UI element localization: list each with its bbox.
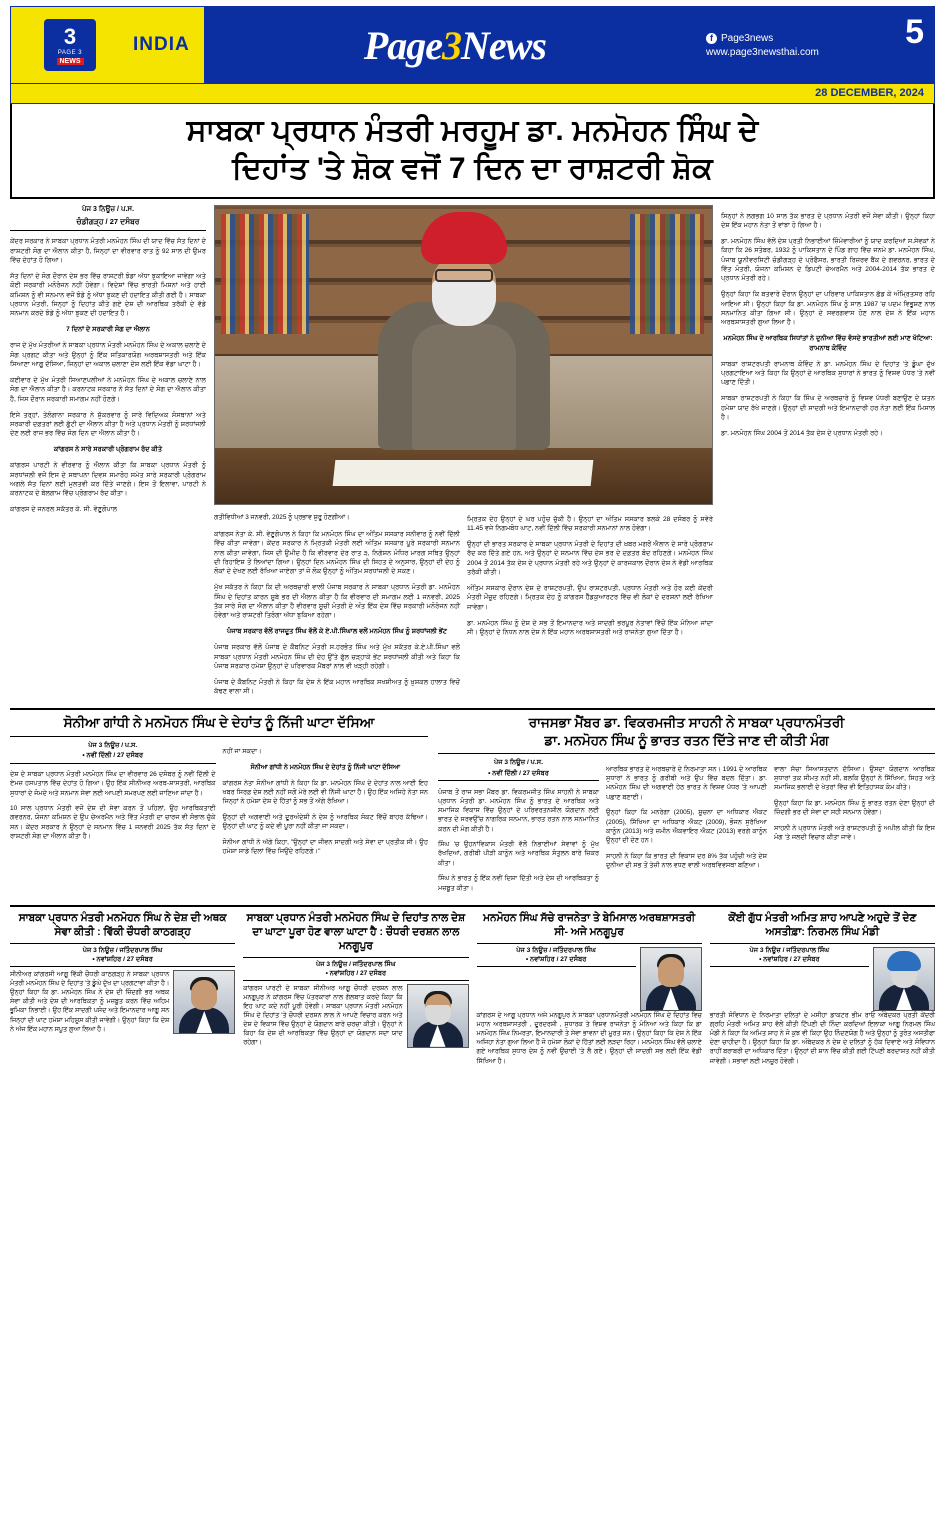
portrait-darshan-lal: [407, 984, 469, 1048]
portrait-vicky-chaudhary: [173, 970, 235, 1034]
paragraph: ਕਾਂਗਰਸ ਪਾਰਟੀ ਦੇ ਸਾਬਕਾ ਸੀਨੀਅਰ ਆਗੂ ਚੌਧਰੀ ਦਰਸ਼ਨ ਲਾਲ ਮਨਗੂਪੁਰ ਨੇ ਕਾਂਗਰਸ ਵਿੱਚ ਪੱਤਰਕਾਰਾਂ ਨਾਲ ਗੱਲਬਾਤ ਕਰਦੇ ਕਿਹਾ ਕਿ ਇਹ ਘਾਟ ਕਦੇ ਨਹੀਂ ਪੂਰੀ ਹੋਵੇਗੀ। ਸਾਬਕਾ ਪ੍ਰਧਾਨ ਮੰਤਰੀ ਮਨਮੋਹਨ ਸਿੰਘ ਦੇ ਦਿਹਾਂਤ 'ਤੇ ਚੌਧਰੀ ਦਰਸ਼ਨ ਲਾਲ ਨੇ ਆਪਣੇ ਵਿਚਾਰ ਕਰਨ ਅਤੇ ਦੇਸ਼ ਦੇ ਵਿਕਾਸ ਵਿੱਚ ਉਨ੍ਹਾਂ ਦੇ ਯੋਗਦਾਨ ਬਾਰੇ ਚਰਚਾ ਕੀਤੀ। ਉਨ੍ਹਾਂ ਨੇ ਕਿਹਾ ਕਿ ਦੇਸ਼ ਦੀ ਆਰਥਿਕਤਾ ਵਿੱਚ ਉਨ੍ਹਾਂ ਦਾ ਯੋਗਦਾਨ ਸਦਾ ਯਾਦ ਰਹੇਗਾ।: [243, 984, 403, 1047]
subhead: ਮਨਮੋਹਨ ਸਿੰਘ ਦੇ ਆਰਥਿਕ ਸਿਧਾਂਤਾਂ ਨੇ ਦੁਨੀਆ ਵਿੱਚ ਵੱਸਦੇ ਭਾਰਤੀਆਂ ਲਈ ਮਾਣ ਖੱਟਿਆ: ਰਾਮਨਾਥ ਕੋਵਿੰਦ: [723, 335, 933, 352]
story-column-3: [774, 758, 935, 899]
paragraph: ਉਨ੍ਹਾਂ ਕਿਹਾ ਕਿ ਬਤਵਾਰੇ ਦੌਰਾਨ ਉਨ੍ਹਾਂ ਦਾ ਪਰਿਵਾਰ ਪਾਕਿਸਤਾਨ ਛੱਡ ਕੇ ਅੰਮ੍ਰਿਤਸਰ ਰਹਿ ਆਇਆ ਸੀ। ਉਨ੍ਹਾਂ ਕਿਹਾ ਕਿ ਡਾ. ਮਨਮੋਹਨ ਸਿੰਘ ਨੂੰ ਸਾਲ 1987 'ਚ ਪਦਮ ਵਿਭੂਸ਼ਣ ਨਾਲ ਸਨਮਾਨਿਤ ਕੀਤਾ ਗਿਆ ਸੀ। ਉਨ੍ਹਾਂ ਦੇ ਸਵਰਗਵਾਸ ਹੋਣ ਨਾਲ ਦੇਸ਼ ਨੇ ਇੱਕ ਮਹਾਨ ਅਰਥਸ਼ਾਸਤਰੀ ਗੁਆ ਲਿਆ ਹੈ।: [721, 291, 935, 327]
subhead: 7 ਦਿਨਾਂ ਦੇ ਸਰਕਾਰੀ ਸੋਗ ਦਾ ਐਲਾਨ: [66, 326, 150, 334]
date-bar: 28 DECEMBER, 2024: [10, 84, 935, 104]
story-column-2: [606, 758, 767, 899]
paragraph: ਡਾ. ਮਨਮੋਹਨ ਸਿੰਘ ਨੂੰ ਦੇਸ਼ ਦੇ ਸਭ ਤੋਂ ਇਮਾਨਦਾਰ ਅਤੇ ਸਾਦਗੀ ਭਰਪੂਰ ਨੇਤਾਵਾਂ ਵਿੱਚੋਂ ਇੱਕ ਮੰਨਿਆ ਜਾਂਦਾ ਸੀ। ਉਨ੍ਹਾਂ ਦੇ ਨਿਧਨ ਨਾਲ ਦੇਸ਼ ਨੇ ਇੱਕ ਮਹਾਨ ਅਰਥਸ਼ਾਸਤਰੀ ਅਤੇ ਰਾਜਨੇਤਾ ਗੁਆ ਦਿੱਤਾ ਹੈ।: [467, 619, 713, 636]
lead-story-column-2: [214, 508, 460, 703]
story-headline-line1: ਰਾਜਸਭਾ ਮੈਂਬਰ ਡਾ. ਵਿਕਰਮਜੀਤ ਸਾਹਨੀ ਨੇ ਸਾਬਕਾ ਪ੍ਰਧਾਨਮੰਤਰੀ: [528, 715, 845, 731]
paragraph: ਸਿਨ੍ਹਾਂ ਨੇ ਲਗਭਗ 10 ਸਾਲ ਤੱਕ ਭਾਰਤ ਦੇ ਪ੍ਰਧਾਨ ਮੰਤਰੀ ਵਜੋਂ ਸੇਵਾ ਕੀਤੀ। ਉਨ੍ਹਾਂ ਕਿਹਾ ਦੇਸ਼ ਇੱਕ ਮਹਾਨ ਨੇਤਾ ਤੋਂ ਵਾਂਝਾ ਹੋ ਗਿਆ ਹੈ।: [721, 212, 935, 229]
secondary-stories: [10, 714, 935, 907]
lead-story: [10, 205, 935, 710]
paragraph: ਉਨ੍ਹਾਂ ਕਿਹਾ ਕਿ ਮਨਰੇਗਾ (2005), ਸੂਚਨਾ ਦਾ ਅਧਿਕਾਰ ਐਕਟ (2005), ਸਿੱਖਿਆ ਦਾ ਅਧਿਕਾਰ ਐਕਟ (2009), ਭੋਜਨ ਸੁਰੱਖਿਆ ਕਾਨੂੰਨ (2013) ਅਤੇ ਜ਼ਮੀਨ ਐਕਵਾਇਰ ਐਕਟ (2013) ਵਰਗੇ ਕਾਨੂੰਨ ਉਨ੍ਹਾਂ ਦੀ ਦੇਣ ਹਨ।: [606, 809, 767, 844]
story-headline: ਮਨਮੋਹਨ ਸਿੰਘ ਸੱਚੇ ਰਾਜਨੇਤਾ ਤੇ ਬੇਮਿਸਾਲ ਅਰਥਸ਼ਾਸਤਰੀ ਸੀ- ਅਜੇ ਮਨਗੂਪੁਰ: [477, 912, 702, 944]
paragraph: ਸੋਨੀਆ ਗਾਂਧੀ ਨੇ ਅੱਗੇ ਕਿਹਾ, "ਉਨ੍ਹਾਂ ਦਾ ਜੀਵਨ ਸਾਦਗੀ ਅਤੇ ਸੇਵਾ ਦਾ ਪ੍ਰਤੀਕ ਸੀ। ਉਹ ਹਮੇਸ਼ਾ ਸਾਡੇ ਦਿਲਾਂ ਵਿੱਚ ਜਿਉਂਦੇ ਰਹਿਣਗੇ।": [222, 838, 428, 856]
story-column-1: [10, 741, 216, 863]
masthead-title: [364, 22, 546, 69]
portrait-nirmal-singh: [873, 947, 935, 1011]
subhead: ਪੰਜਾਬ ਸਰਕਾਰ ਵੱਲੋਂ ਰਾਜਦੂਤ ਸਿੰਘ ਵੱਲੋਂ ਕੇ ਏ.ਪੀ.ਸਿੰਘਾਲ ਵਲੋਂ ਮਨਮੋਹਨ ਸਿੰਘ ਨੂੰ ਸ਼ਰਧਾਂਜਲੀ ਭੇਂਟ: [226, 628, 448, 636]
paragraph: ਕਾਂਗਰਸ ਨੇਤਾ ਕੇ. ਸੀ. ਵੇਣੂਗੋਪਾਲ ਨੇ ਕਿਹਾ ਕਿ ਮਨਮੋਹਨ ਸਿੰਘ ਦਾ ਅੰਤਿਮ ਸਸਕਾਰ ਸਨੀਵਾਰ ਨੂੰ ਨਵੀਂ ਦਿੱਲੀ ਵਿੱਚ ਕੀਤਾ ਜਾਵੇਗਾ। ਕੇਂਦਰ ਸਰਕਾਰ ਨੇ ਮ੍ਰਿਤਕੀ ਮੰਤਰੀ ਲਈ ਅੰਤਿਮ ਸਸਕਾਰ ਪੂਰੇ ਸਰਕਾਰੀ ਸਨਮਾਨ ਨਾਲ ਕੀਤਾ ਜਾਵੇਗਾ, ਜਿਸ ਦੀ ਉਮੀਦ ਹੈ ਕਿ ਵੀਰਵਾਰ ਦੇਰ ਰਾਤ ੩, ਨਿਗੇਸ਼ਨ ਮੰਧਿਰ ਮਾਰਗ ਸਥਿਤ ਉਨ੍ਹਾਂ ਦੀ ਰਿਹਾਇਸ਼ ਤੋਂ ਲਿਆਂਦਾ ਗਿਆ। ਉਨ੍ਹਾਂ ਦਿਨ ਮਨਮੋਹਨ ਸਿੰਘ ਦੀ ਸਿਹਤ ਦੇ ਅਨੁਸਾਰ, ਉਨ੍ਹਾਂ ਦੀ ਦੇਹ ਨੂੰ ਲੋਕਾਂ ਦੇ ਦੇਖਣ ਲਈ ਰੱਖਿਆ ਜਾਏਗਾ ਤਾਂ ਜੋ ਲੋਕ ਉਨ੍ਹਾਂ ਨੂੰ ਅੰਤਿਮ ਸ਼ਰਧਾਂਜਲੀ ਦੇ ਸਕਣ।: [214, 530, 460, 576]
byline-location-date: • ਨਵੀਂ ਦਿੱਲੀ / 27 ਦਸੰਬਰ: [488, 769, 549, 777]
paragraph: ਕਾਂਗਰਸ ਨੇਤਾ ਸੋਨੀਆ ਗਾਂਧੀ ਨੇ ਕਿਹਾ ਕਿ ਡਾ. ਮਨਮੋਹਨ ਸਿੰਘ ਦੇ ਦੇਹਾਂਤ ਨਾਲ ਆਈ ਇਹ ਖਬਰ ਸਿਰਫ਼ ਦੇਸ਼ ਲਈ ਨਹੀਂ ਸਗੋਂ ਮੇਰੇ ਲਈ ਵੀ ਨਿੱਜੀ ਘਾਟਾ ਹੈ। ਉਹ ਇੱਕ ਅਜਿਹੇ ਨੇਤਾ ਸਨ ਜਿਨ੍ਹਾਂ ਨੇ ਹਮੇਸ਼ਾ ਦੇਸ਼ ਦੇ ਹਿੱਤਾਂ ਨੂੰ ਸਭ ਤੋਂ ਅੱਗੇ ਰੱਖਿਆ।: [222, 779, 428, 806]
byline: [477, 947, 636, 967]
paragraph: ਇਸੇ ਤਰ੍ਹਾਂ, ਤੇਲੰਗਾਨਾ ਸਰਕਾਰ ਨੇ ਸ਼ੁੱਕਰਵਾਰ ਨੂੰ ਸਾਰੇ ਵਿਦਿਅਕ ਸੰਸਥਾਨਾਂ ਅਤੇ ਸਰਕਾਰੀ ਦਫ਼ਤਰਾਂ ਲਈ ਛੁੱਟੀ ਦਾ ਐਲਾਨ ਕੀਤਾ ਹੈ ਅਤੇ ਪ੍ਰਧਾਨ ਮੰਤਰੀ ਨੂੰ ਸ਼ਰਧਾਂਜਲੀ ਦੇਣ ਲਈ ਰਾਜ ਭਰ ਵਿੱਚ ਸੋਗ ਦਿਨ ਦਾ ਐਲਾਨ ਕੀਤਾ ਹੈ।: [10, 411, 206, 438]
byline-location-date: • ਨਵਾਂਸ਼ਹਿਰ / 27 ਦਸੰਬਰ: [525, 956, 587, 964]
logo-subtext-2: NEWS: [57, 58, 84, 65]
paragraph: ਦੇਸ਼ ਦੇ ਸਾਬਕਾ ਪ੍ਰਧਾਨ ਮੰਤਰੀ ਮਨਮੋਹਨ ਸਿੰਘ ਦਾ ਵੀਰਵਾਰ 26 ਦਸੰਬਰ ਨੂੰ ਨਵੀਂ ਦਿੱਲੀ ਦੇ ਏਮਜ਼ ਹਸਪਤਾਲ ਵਿੱਚ ਦੇਹਾਂਤ ਹੋ ਗਿਆ। ਉਹ ਇੱਕ ਸੀਨੀਅਰ ਅਰਥ-ਸ਼ਾਸਤਰੀ, ਆਰਥਿਕ ਸੁਧਾਰਾਂ ਦੇ ਜੰਮਦੇ ਅਤੇ ਸਨਮਾਨ ਸੇਵਾ ਲਈ ਆਪਣੀ ਸਮਰਪਣ ਲਈ ਜਾਣਿਆ ਜਾਂਦਾ ਹੈ।: [10, 771, 216, 797]
logo-number: 3: [63, 23, 77, 49]
byline: [10, 741, 216, 764]
paragraph: ਪੰਜਾਬ ਦੇ ਕੈਬਨਿਟ ਮੰਤਰੀ ਨੇ ਕਿਹਾ ਕਿ ਦੇਸ਼ ਨੇ ਇੱਕ ਮਹਾਨ ਆਰਥਿਕ ਸਖਸ਼ੀਅਤ ਨੂੰ ਖ਼ੁਸ਼ਕਲ ਹਾਲਾਤ ਵਿਚੋਂ ਕੱਢਣ ਵਾਲਾ ਸੀ।: [214, 679, 460, 696]
story-sonia-gandhi: [10, 714, 428, 899]
byline-location-date: • ਨਵਾਂਸ਼ਹਿਰ / 27 ਦਸੰਬਰ: [759, 956, 820, 964]
logo-subtext: PAGE 3: [57, 49, 83, 56]
paragraph: ਰਾਜ ਦੇ ਮੁੱਖ ਮੰਤਰੀਆਂ ਨੇ ਸਾਬਕਾ ਪ੍ਰਧਾਨ ਮੰਤਰੀ ਮਨਮੋਹਨ ਸਿੰਘ ਦੇ ਅਕਾਲ ਚਲਾਣੇ ਦੇ ਸੋਗ ਪ੍ਰਗਟ ਕੀਤਾ ਅਤੇ ਉਨ੍ਹਾਂ ਨੂੰ ਇੱਕ ਸਤਿਕਾਰਯੋਗ ਅਰਥਸ਼ਾਸਤਰੀ ਅਤੇ ਇੱਕ ਸਿਆਣਾ ਆਗੂ ਦੱਸਿਆ, ਜਿਨ੍ਹਾਂ ਦਾ ਅਕਾਲ ਚਲਾਣਾ ਦੇਸ਼ ਲਈ ਇੱਕ ਵੱਡਾ ਘਾਟਾ ਹੈ।: [10, 342, 206, 368]
paragraph: ਡਾ. ਮਨਮੋਹਨ ਸਿੰਘ 2004 ਤੋਂ 2014 ਤੱਕ ਦੇਸ਼ ਦੇ ਪ੍ਰਧਾਨ ਮੰਤਰੀ ਰਹੇ।: [721, 429, 883, 437]
paragraph: ਉਨ੍ਹਾਂ ਕਿਹਾ ਕਿ ਡਾ. ਮਨਮੋਹਨ ਸਿੰਘ ਨੂੰ ਭਾਰਤ ਰਤਨ ਦੇਣਾ ਉਨ੍ਹਾਂ ਦੀ ਜ਼ਿੰਦਗੀ ਭਰ ਦੀ ਸੇਵਾ ਦਾ ਸਹੀ ਸਨਮਾਨ ਹੋਵੇਗਾ।: [774, 800, 935, 817]
byline-agency: ਪੇਜ 3 ਨਿਊਜ਼ / ਜਤਿੰਦਰਪਾਲ ਸਿੰਘ: [516, 947, 596, 955]
byline: [710, 947, 869, 967]
byline: [243, 961, 468, 981]
lead-story-center: [214, 205, 713, 703]
story-body: [710, 1011, 935, 1066]
story-headline: ਸਾਬਕਾ ਪ੍ਰਧਾਨ ਮੰਤਰੀ ਮਨਮੋਹਨ ਸਿੰਘ ਨੇ ਦੇਸ਼ ਦੀ ਅਥਕ ਸੇਵਾ ਕੀਤੀ : ਵਿੱਕੀ ਚੌਧਰੀ ਕਾਠਗੜ੍ਹ: [10, 912, 235, 944]
byline-agency: ਪੇਜ 3 ਨਿਊਜ਼ / ਪ.ਸ.: [493, 759, 543, 767]
lead-story-column-4: [721, 205, 935, 703]
paragraph: ਕਾਂਗਰਸ ਦੇ ਜਨਰਲ ਸਕੱਤਰ ਕੇ. ਸੀ. ਵੇਣੂਗੋਪਾਲ: [10, 506, 118, 514]
paragraph: ਨਹੀਂ ਜਾ ਸਕਦਾ।: [222, 748, 262, 756]
story-headline: [438, 714, 935, 754]
byline-agency: ਪੇਜ 3 ਨਿਊਜ਼ / ਜਤਿੰਦਰਪਾਲ ਸਿੰਘ: [749, 947, 830, 955]
paragraph: ਪੰਜਾਬ ਸਰਕਾਰ ਵੱਲੋਂ ਪੰਜਾਬ ਦੇ ਕੈਬਨਿਟ ਮੰਤਰੀ ਸ.ਹਰਭੰਤ ਸਿੰਘ ਅਤੇ ਮੁੱਖ ਸਕੱਤਰ ਕੇ.ਏ.ਪੀ.ਸਿੰਘਾ ਵਲੋਂ ਸਾਬਕਾ ਪ੍ਰਧਾਨ ਮੰਤਰੀ ਮਨਮੋਹਨ ਸਿੰਘ ਦੀ ਦੇਹ ਉੱਤੇ ਫੁੱਲ ਚੜ੍ਹਾਕੇ ਭੇਂਟ ਸ਼ਰਧਾਂਜਲੀ ਕੀਤੀ ਅਤੇ ਕਿਹਾ ਕਿ ਪੰਜਾਬ ਸਰਕਾਰ ਹਮੇਸ਼ਾ ਉਨ੍ਹਾਂ ਦੇ ਪਰਿਵਾਰਕ ਮੈਂਬਰਾਂ ਨਾਲ ਵੀ ਖੜ੍ਹੀ ਰਹੇਗੀ।: [214, 644, 460, 671]
byline: [438, 758, 599, 781]
masthead-contact: [706, 7, 934, 83]
lead-story-column-1: [10, 205, 206, 703]
paragraph: ਮ੍ਰਿਤਕ ਦੇਹ ਉਨ੍ਹਾਂ ਦੇ ਘਰ ਪਹੁੰਚ ਚੁੱਕੀ ਹੈ। ਉਨ੍ਹਾਂ ਦਾ ਅੰਤਿਮ ਸਸਕਾਰ ਝਲਕੇ 28 ਦਸੰਬਰ ਨੂੰ ਸਵੇਰੇ 11.45 ਵਜੇ ਨਿਗਮਬੋਧ ਘਾਟ, ਨਵੀਂ ਦਿੱਲੀ ਵਿੱਚ ਸਰਕਾਰੀ ਸਨਮਾਨਾਂ ਨਾਲ ਹੋਵੇਗਾ।: [467, 515, 713, 532]
subhead: ਕਾਂਗਰਸ ਨੇ ਸਾਰੇ ਸਰਕਾਰੀ ਪ੍ਰੋਗਰਾਮ ਰੱਦ ਕੀਤੇ: [53, 446, 163, 454]
paragraph: ਸਾਬਕਾ ਰਾਸ਼ਟਰਪਤੀ ਨੇ ਕਿਹਾ ਕਿ ਸਿੰਘ ਦੇ ਅਰਥਚਾਰੇ ਨੂੰ ਵਿਸ਼ਵ ਪੱਧਰੀ ਬਣਾਉਣ ਦੇ ਯਤਨ ਹਮੇਸ਼ਾ ਯਾਦ ਰੱਖੇ ਜਾਣਗੇ। ਉਨ੍ਹਾਂ ਦੀ ਸਾਦਗੀ ਅਤੇ ਇਮਾਨਦਾਰੀ ਹਰ ਨੇਤਾ ਲਈ ਇੱਕ ਮਿਸਾਲ ਹੈ।: [721, 395, 935, 422]
byline: [10, 947, 235, 967]
paragraph: ਡਾ. ਮਨਮੋਹਨ ਸਿੰਘ ਵੱਲੋਂ ਦੇਸ਼ ਪ੍ਰਤੀ ਨਿਭਾਈਆਂ ਜ਼ਿੰਮੇਵਾਰੀਆਂ ਨੂੰ ਯਾਦ ਕਰਦਿਆਂ ਸ.ਸੇਵਕਾਂ ਨੇ ਕਿਹਾ ਕਿ 26 ਸਤੰਬਰ, 1932 ਨੂੰ ਪਾਕਿਸਤਾਨ ਦੇ ਪਿੰਡ ਗਾਹ ਵਿੱਚ ਜਨਮੇ ਡਾ. ਮਨਮੋਹਨ ਸਿੰਘ, ਪੰਜਾਬ ਯੂਨੀਵਰਸਿਟੀ ਚੰਡੀਗੜ੍ਹ ਦੇ ਪ੍ਰੋਫੈਸਰ, ਭਾਰਤੀ ਰਿਜ਼ਰਵ ਬੈਂਕ ਦੇ ਗਵਰਨਰ, ਭਾਰਤ ਦੇ ਵਿੱਤ ਮੰਤਰੀ, ਯੋਜਨਾ ਕਮਿਸ਼ਨ ਦੇ ਡਿਪਟੀ ਚੇਅਰਮੈਨ ਅਤੇ 2004-2014 ਤੱਕ ਭਾਰਤ ਦੇ ਪ੍ਰਧਾਨ ਮੰਤਰੀ ਰਹੇ।: [721, 237, 935, 283]
paragraph: ਅੰਤਿਮ ਸਸਕਾਰ ਦੌਰਾਨ ਦੇਸ਼ ਦੇ ਰਾਸ਼ਟਰਪਤੀ, ਉਪ ਰਾਸ਼ਟਰਪਤੀ, ਪ੍ਰਧਾਨ ਮੰਤਰੀ ਅਤੇ ਹੋਰ ਕਈ ਕੇਂਦਰੀ ਮੰਤਰੀ ਮੌਜੂਦ ਰਹਿਣਗੇ। ਮ੍ਰਿਤਕ ਦੇਹ ਨੂੰ ਕਾਂਗਰਸ ਹੈੱਡਕੁਆਰਟਰ ਵਿੱਚ ਵੀ ਲੋਕਾਂ ਦੇ ਦਰਸ਼ਨਾਂ ਲਈ ਰੱਖਿਆ ਜਾਵੇਗਾ।: [467, 584, 713, 611]
story-ajay-mangupur: [477, 912, 702, 1065]
paragraph: ਉਨ੍ਹਾਂ ਦੀ ਭਾਰਤ ਸਰਕਾਰ ਦੇ ਸਾਬਕਾ ਪ੍ਰਧਾਨ ਮੰਤਰੀ ਦੇ ਦਿਹਾਂਤ ਦੀ ਖ਼ਬਰ ਮਗਰੋਂ ਐਲਾਨ ਦੇ ਸਾਰੇ ਪ੍ਰੋਗਰਾਮ ਰੱਦ ਕਰ ਦਿੱਤੇ ਗਏ ਹਨ, ਅਤੇ ਉਨ੍ਹਾਂ ਦੇ ਸਨਮਾਨ ਵਿੱਚ ਦੇਸ਼ ਭਰ ਦੇ ਦਫ਼ਤਰ ਬੰਦ ਰਹਿਣਗੇ। ਮਨਮੋਹਨ ਸਿੰਘ 2004 ਤੋਂ 2014 ਤੱਕ ਦੇਸ਼ ਦੇ ਪ੍ਰਧਾਨ ਮੰਤਰੀ ਰਹੇ ਅਤੇ ਉਨ੍ਹਾਂ ਦੇ ਕਾਰਜਕਾਲ ਦੌਰਾਨ ਦੇਸ਼ ਨੇ ਵੱਡੀ ਆਰਥਿਕ ਤਰੱਕੀ ਕੀਤੀ।: [467, 540, 713, 576]
paragraph: ਆਰਥਿਕ ਭਾਰਤ ਦੇ ਅਰਥਚਾਰੇ ਦੇ ਨਿਰਮਾਤਾ ਸਨ। 1991 ਦੇ ਆਰਥਿਕ ਸੁਧਾਰਾਂ ਨੇ ਭਾਰਤ ਨੂੰ ਗਰੀਬੀ ਅਤੇ ਉਪ ਵਿੱਚ ਬਦਲ ਦਿੱਤਾ। ਡਾ. ਮਨਮੋਹਨ ਸਿੰਘ ਦੀ ਅਗਵਾਈ ਹੇਠ ਭਾਰਤ ਨੇ ਵਿਸ਼ਵ ਪੱਧਰ 'ਤੇ ਆਪਣੀ ਪਛਾਣ ਬਣਾਈ।: [606, 765, 767, 801]
paragraph: ਸਾਬਕਾ ਰਾਸ਼ਟਰਪਤੀ ਰਾਮਨਾਥ ਕੋਵਿੰਦ ਨੇ ਡਾ. ਮਨਮੋਹਨ ਸਿੰਘ ਦੇ ਦਿਹਾਂਤ 'ਤੇ ਡੂੰਘਾ ਦੁੱਖ ਪ੍ਰਗਟਾਇਆ ਅਤੇ ਕਿਹਾ ਕਿ ਉਨ੍ਹਾਂ ਦੇ ਆਰਥਿਕ ਸੁਧਾਰਾਂ ਨੇ ਭਾਰਤ ਨੂੰ ਵਿਸ਼ਵ ਪੱਧਰ 'ਤੇ ਨਵੀਂ ਪਛਾਣ ਦਿੱਤੀ।: [721, 360, 935, 387]
facebook-handle: Page3news: [721, 32, 774, 44]
lead-byline: [10, 205, 206, 231]
lead-headline-line1: ਸਾਬਕਾ ਪ੍ਰਧਾਨ ਮੰਤਰੀ ਮਰਹੂਮ ਡਾ. ਮਨਮੋਹਨ ਸਿੰਘ ਦੇ: [186, 114, 759, 147]
byline-agency: ਪੇਜ 3 ਨਿਊਜ਼ / ਜਤਿੰਦਰਪਾਲ ਸਿੰਘ: [82, 947, 163, 955]
photo-manmohan-singh: [214, 205, 713, 505]
byline-agency: ਪੇਜ 3 ਨਿਊਜ਼ / ਪ.ਸ.: [88, 741, 138, 749]
lead-headline-line2: ਦਿਹਾਂਤ 'ਤੇ ਸ਼ੋਕ ਵਜੋਂ 7 ਦਿਨ ਦਾ ਰਾਸ਼ਟਰੀ ਸ਼ੋਕ: [232, 151, 713, 185]
paragraph: 10 ਸਾਲ ਪ੍ਰਧਾਨ ਮੰਤਰੀ ਵਜੋਂ ਦੇਸ਼ ਦੀ ਸੇਵਾ ਕਰਨ ਤੋਂ ਪਹਿਲਾਂ, ਉਹ ਆਰਥਿਕਤਾਈ ਗਵਰਨਰ, ਯੋਜਨਾ ਕਮਿਸ਼ਨ ਦੇ ਉਪ ਚੇਅਰਮੈਨ ਅਤੇ ਵਿੱਤ ਮੰਤਰੀ ਦਾ ਚਾਰਜ ਵੀ ਸੰਭਾਲ ਚੁੱਕੇ ਸਨ। ਕੇਂਦਰ ਸਰਕਾਰ ਨੇ ਉਨ੍ਹਾਂ ਦੇ ਸਨਮਾਨ ਵਿੱਚ 1 ਜਨਵਰੀ 2025 ਤੱਕ ਸੱਤ ਦਿਨਾਂ ਦੇ ਰਾਸ਼ਟਰੀ ਸੋਗ ਦਾ ਐਲਾਨ ਕੀਤਾ ਹੈ।: [10, 805, 216, 840]
story-darshan-lal: [243, 912, 468, 1065]
story-body: [243, 984, 468, 1051]
masthead: [10, 6, 935, 84]
facebook-icon: f: [706, 33, 717, 44]
byline-location-date: • ਨਵਾਂਸ਼ਹਿਰ / 27 ਦਸੰਬਰ: [92, 956, 153, 964]
lead-photo-wrap: [214, 205, 713, 505]
paragraph: ਵਾਲਾ ਸੱਚਾ ਸਿਆਸਤਦਾਨ ਦੱਸਿਆ। ਉਸਦਾ ਯੋਗਦਾਨ ਆਰਥਿਕ ਸੁਧਾਰਾਂ ਤਕ ਸੀਮਤ ਨਹੀਂ ਸੀ, ਬਲਕਿ ਉਨ੍ਹਾਂ ਨੇ ਸਿੱਖਿਆ, ਸਿਹਤ ਅਤੇ ਸਮਾਜਿਕ ਭਲਾਈ ਦੇ ਖੇਤਰਾਂ ਵਿੱਚ ਵੀ ਇਤਿਹਾਸਕ ਕੰਮ ਕੀਤੇ।: [774, 765, 935, 792]
story-vicky-chaudhary: [10, 912, 235, 1065]
bottom-stories: [10, 912, 935, 1065]
paragraph: ਕਾਂਗਰਸ ਪਾਰਟੀ ਨੇ ਵੀਰਵਾਰ ਨੂੰ ਐਲਾਨ ਕੀਤਾ ਕਿ ਸਾਬਕਾ ਪ੍ਰਧਾਨ ਮੰਤਰੀ ਨੂੰ ਸ਼ਰਧਾਂਜਲੀ ਵਜੋਂ ਇਸ ਦੇ ਸਥਾਪਨਾ ਦਿਵਸ ਸਮਾਰੋਹ ਸਮੇਤ ਸਾਰੇ ਸਰਕਾਰੀ ਪ੍ਰੋਗਰਾਮ ਅਗਲੇ ਸੱਤ ਦਿਨਾਂ ਲਈ ਮੁਲਤਵੀ ਕਰ ਦਿੱਤੇ ਜਾਣਗੇ। ਇਸ ਤੋਂ ਇਲਾਵਾ, ਪਾਰਟੀ ਨੇ ਕਰਨਾਟਕ ਦੇ ਬੇਲਗਾਮ ਵਿੱਚ ਪ੍ਰੋਗਰਾਮ ਰੱਦ ਕੀਤਾ।: [10, 462, 206, 498]
page-number: 5: [905, 13, 924, 51]
byline-location-date: • ਨਵਾਂਸ਼ਹਿਰ / 27 ਦਸੰਬਰ: [325, 969, 387, 977]
story-headline: ਸਾਬਕਾ ਪ੍ਰਧਾਨ ਮੰਤਰੀ ਮਨਮੋਹਨ ਸਿੰਘ ਦੇ ਦਿਹਾਂਤ ਨਾਲ ਦੇਸ਼ ਦਾ ਘਾਟਾ ਪੂਰਾ ਹੋਣ ਵਾਲਾ ਘਾਟਾ ਹੈ : ਚੌਧਰੀ ਦਰਸ਼ਨ ਲਾਲ ਮਨਗੂਪੁਰ: [243, 912, 468, 958]
paragraph: ਸਾਹਨੀ ਨੇ ਪ੍ਰਧਾਨ ਮੰਤਰੀ ਅਤੇ ਰਾਸ਼ਟਰਪਤੀ ਨੂੰ ਅਪੀਲ ਕੀਤੀ ਕਿ ਇਸ ਮੰਗ 'ਤੇ ਜਲਦੀ ਵਿਚਾਰ ਕੀਤਾ ਜਾਵੇ।: [774, 825, 935, 842]
paragraph: ਮੁੱਖ ਸਕੱਤਰ ਨੇ ਕਿਹਾ ਕਿ ਦੀ ਅਰਥਚਾਰੀ ਵਾਲੀ ਪੰਜਾਬ ਸਰਕਾਰ ਨੇ ਸਾਬਕਾ ਪ੍ਰਧਾਨ ਮੰਤਰੀ ਡਾ. ਮਨਮੋਹਨ ਸਿੰਘ ਦੇ ਦਿਹਾਂਤ ਕਾਰਨ ਸੂਬੇ ਭਰ ਦੀ ਐਲਾਨ ਕੀਤਾ ਹੈ ਕਿ ਵੀਰਵਾਰ ਦੀ ਸਮਾਗਮ ਲਈ 1 ਜਨਵਰੀ, 2025 ਤੱਕ ਸਾਰੇ ਸੋਗ ਦਾ ਐਲਾਨ ਕੀਤਾ ਹੈ ਵੀਰਵਾਰ ਸੂਚੀ ਮੰਤਰੀ ਦੇ ਅੰਤ ਇੱਕ ਦੇਸ਼ ਵਿੱਚ ਸਰਕਾਰੀ ਮਨੋਰੰਜਨ ਨਹੀਂ ਹੋਵੇਗਾ ਅਤੇ ਰਾਸ਼ਟਰੀ ਤਿਰੰਗਾ ਅੱਧਾ ਝੁਕਿਆ ਰਹੇਗਾ।: [214, 584, 460, 620]
paragraph: ਸੱਤ ਦਿਨਾਂ ਦੇ ਸੋਗ ਦੌਰਾਨ ਦੇਸ਼ ਭਰ ਵਿੱਚ ਰਾਸ਼ਟਰੀ ਝੰਡਾ ਅੱਧਾ ਝੁਕਾਇਆ ਜਾਵੇਗਾ ਅਤੇ ਕੋਈ ਸਰਕਾਰੀ ਮਨੋਰੰਜਨ ਨਹੀਂ ਹੋਵੇਗਾ। ਵਿਦੇਸ਼ਾਂ ਵਿੱਚ ਭਾਰਤੀ ਮਿਸ਼ਨਾਂ ਅਤੇ ਹਾਈ ਕਮਿਸ਼ਨ ਨੂੰ ਵੀ ਸਨਮਾਨ ਵਜੋਂ ਝੰਡੇ ਨੂੰ ਅੱਧਾ ਝੁਕਣ ਦੀ ਹਦਾਇਤ ਕੀਤੀ ਗਈ ਹੈ। ਸਾਬਕਾ ਪ੍ਰਧਾਨ ਮੰਤਰੀ, ਜਿਨ੍ਹਾਂ ਨੂੰ ਦਿਹਾਂਤ ਕੀਤੇ ਗਏ ਦੇਸ਼ ਦੀ ਆਰਥਿਕ ਤਰੱਕੀ ਦੇ ਵੱਡੇ ਸਨਮਾਨ ਕਰਦੇ ਝੰਡੇ ਨੂੰ ਅੱਧਾ ਝੁਕਣ ਦੀ ਹਦਾਇਤ ਹੈ।: [10, 272, 206, 318]
lead-story-column-3: [467, 508, 713, 703]
byline-agency: ਪੇਜ 3 ਨਿਊਜ਼ / ਜਤਿੰਦਰਪਾਲ ਸਿੰਘ: [316, 960, 396, 968]
byline-location-date: ਚੰਡੀਗੜ੍ਹ / 27 ਦਸੰਬਰ: [76, 216, 140, 226]
paragraph: ਸੀਨੀਅਰ ਕਾਂਗਰਸੀ ਆਗੂ ਵਿੱਕੀ ਚੌਧਰੀ ਕਾਠਗੜ੍ਹ ਨੇ ਸਾਬਕਾ ਪ੍ਰਧਾਨ ਮੰਤਰੀ ਮਨਮੋਹਨ ਸਿੰਘ ਦੇ ਦਿਹਾਂਤ 'ਤੇ ਡੂੰਘੇ ਦੁੱਖ ਦਾ ਪ੍ਰਗਟਾਵਾ ਕੀਤਾ ਹੈ। ਉਨ੍ਹਾਂ ਕਿਹਾ ਕਿ ਡਾ. ਮਨਮੋਹਨ ਸਿੰਘ ਨੇ ਦੇਸ਼ ਦੀ ਜ਼ਿੰਦਗੀ ਭਰ ਅਥਕ ਸੇਵਾ ਕੀਤੀ ਅਤੇ ਦੇਸ਼ ਦੀ ਆਰਥਿਕਤਾ ਨੂੰ ਮਜ਼ਬੂਤ ਕਰਨ ਵਿੱਚ ਅਹਿਮ ਭੂਮਿਕਾ ਨਿਭਾਈ। ਉਹ ਇੱਕ ਸਾਦਗੀ ਪਸੰਦ ਅਤੇ ਇਮਾਨਦਾਰ ਆਗੂ ਸਨ ਜਿਨ੍ਹਾਂ ਦੀ ਘਾਟ ਹਮੇਸ਼ਾ ਮਹਿਸੂਸ ਕੀਤੀ ਜਾਵੇਗੀ। ਉਨ੍ਹਾਂ ਕਿਹਾ ਕਿ ਦੇਸ਼ ਨੇ ਅੱਜ ਇੱਕ ਮਹਾਨ ਸਪੂਤ ਗੁਆ ਲਿਆ ਹੈ।: [10, 971, 170, 1033]
paragraph: ਸਾਹਨੀ ਨੇ ਕਿਹਾ ਕਿ ਭਾਰਤ ਦੀ ਵਿਕਾਸ ਦਰ 8% ਤੱਕ ਪਹੁੰਚੀ ਅਤੇ ਦੇਸ਼ ਦੁਨੀਆ ਦੀ ਸਭ ਤੋਂ ਤੇਜ਼ੀ ਨਾਲ ਵਧਣ ਵਾਲੀ ਅਰਥਵਿਵਸਥਾ ਬਣਿਆ।: [606, 852, 767, 869]
story-rajya-sabha-sahni: [438, 714, 935, 899]
byline-agency: ਪੇਜ 3 ਨਿਊਜ਼ / ਪ.ਸ.: [81, 206, 135, 213]
paragraph: ਪੰਜਾਬ ਤੋਂ ਰਾਜ ਸਭਾ ਮੈਂਬਰ ਡਾ. ਵਿਕਰਮਜੀਤ ਸਿੰਘ ਸਾਹਨੀ ਨੇ ਸਾਬਕਾ ਪ੍ਰਧਾਨ ਮੰਤਰੀ ਡਾ. ਮਨਮੋਹਨ ਸਿੰਘ ਨੂੰ ਭਾਰਤ ਦੇ ਆਰਥਿਕ ਅਤੇ ਸਮਾਜਿਕ ਵਿਕਾਸ ਵਿੱਚ ਉਨ੍ਹਾਂ ਦੇ ਪਰਿਵਰਤਨਸ਼ੀਲ ਯੋਗਦਾਨ ਲਈ ਭਾਰਤ ਦੇ ਸਰਵਉੱਚ ਨਾਗਰਿਕ ਸਨਮਾਨ, ਭਾਰਤ ਰਤਨ ਨਾਲ ਸਨਮਾਨਿਤ ਕਰਨ ਦੀ ਮੰਗ ਕੀਤੀ ਹੈ।: [438, 788, 599, 833]
paragraph: ਭਾਰਤੀ ਸੰਵਿਧਾਨ ਦੇ ਨਿਰਮਾਤਾ ਦਲਿਤਾਂ ਦੇ ਮਸੀਹਾ ਡਾਕਟਰ ਭੀਮ ਰਾਓ ਅੰਬੇਦਕਰ ਪ੍ਰਤੀ ਕੇਂਦਰੀ ਗ੍ਰਹਿ ਮੰਤਰੀ ਅਮਿਤ ਸ਼ਾਹ ਵੱਲੋਂ ਕੀਤੀ ਟਿੱਪਣੀ ਦੀ ਨਿੰਦਾ ਕਰਦਿਆਂ ਇਲਾਕਾ ਆਗੂ ਨਿਰਮਲ ਸਿੰਘ ਮੰਡੀ ਨੇ ਕਿਹਾ ਕਿ ਅਮਿਤ ਸ਼ਾਹ ਨੇ ਜੋ ਕੁਝ ਵੀ ਕਿਹਾ ਉਹ ਨਿੰਦਣਯੋਗ ਹੈ ਅਤੇ ਉਨ੍ਹਾਂ ਨੂੰ ਤੁਰੰਤ ਅਸਤੀਫਾ ਦੇਣਾ ਚਾਹੀਦਾ ਹੈ। ਉਨ੍ਹਾਂ ਕਿਹਾ ਕਿ ਡਾ. ਅੰਬੇਦਕਰ ਨੇ ਦੇਸ਼ ਦੇ ਦਲਿਤਾਂ ਨੂੰ ਹੱਕ ਦਿਵਾਏ ਅਤੇ ਸੰਵਿਧਾਨ ਰਾਹੀਂ ਬਰਾਬਰੀ ਦਾ ਅਧਿਕਾਰ ਦਿੱਤਾ। ਉਨ੍ਹਾਂ ਦੀ ਸ਼ਾਨ ਵਿੱਚ ਕੀਤੀ ਗਈ ਟਿੱਪਣੀ ਬਰਦਾਸ਼ਤ ਨਹੀਂ ਕੀਤੀ ਜਾਵੇਗੀ। ਸਭਾਵਾਂ ਲਈ ਮਨਜ਼ੂਰ ਹੋਵੇਗੀ।: [709, 1012, 935, 1065]
story-headline-line2: ਡਾ. ਮਨਮੋਹਨ ਸਿੰਘ ਨੂੰ ਭਾਰਤ ਰਤਨ ਦਿੱਤੇ ਜਾਣ ਦੀ ਕੀਤੀ ਮੰਗ: [544, 732, 829, 748]
lead-headline: [10, 104, 935, 199]
masthead-title-part3: News: [461, 22, 546, 68]
paragraph: ਕੇਂਦਰ ਸਰਕਾਰ ਨੇ ਸਾਬਕਾ ਪ੍ਰਧਾਨ ਮੰਤਰੀ ਮਨਮੋਹਨ ਸਿੰਘ ਦੀ ਯਾਦ ਵਿੱਚ ਸੱਤ ਦਿਨਾਂ ਦੇ ਰਾਸ਼ਟਰੀ ਸੋਗ ਦਾ ਐਲਾਨ ਕੀਤਾ ਹੈ, ਜਿਨ੍ਹਾਂ ਦਾ ਵੀਰਵਾਰ ਰਾਤ ਨੂੰ 92 ਸਾਲ ਦੀ ਉਮਰ ਵਿੱਚ ਦੇਹਾਂਤ ਹੋ ਗਿਆ।: [10, 238, 206, 264]
story-nirmal-singh: [710, 912, 935, 1065]
story-column-1: [438, 758, 599, 899]
story-body: [477, 1011, 702, 1066]
story-body: [10, 970, 235, 1037]
website-url[interactable]: www.page3newsthai.com: [706, 46, 819, 58]
story-header-row: [710, 947, 935, 1011]
paragraph: ਕਈਵਾਰ ਦੇ ਮੁੱਖ ਮੰਤਰੀ ਸਿਆਣਪਲੀਆਂ ਨੇ ਮਨਮੋਹਨ ਸਿੰਘ ਦੇ ਅਕਾਲ ਚਲਾਣੇ ਨਾਲ ਸੋਗ ਦਾ ਐਲਾਨ ਕੀਤਾ ਹੈ। ਕਰਨਾਟਕ ਸਰਕਾਰ ਨੇ ਸੱਤ ਦਿਨਾਂ ਦੇ ਸੋਗ ਦਾ ਐਲਾਨ ਕੀਤਾ ਹੈ, ਜਿਸ ਦੌਰਾਨ ਸਰਕਾਰੀ ਸਮਾਗਮ ਨਹੀਂ ਹੋਣਗੇ।: [10, 376, 206, 403]
logo-badge: [44, 19, 96, 71]
story-headline: ਸੋਨੀਆ ਗਾਂਧੀ ਨੇ ਮਨਮੋਹਨ ਸਿੰਘ ਦੇ ਦੇਹਾਂਤ ਨੂੰ ਨਿੱਜੀ ਘਾਟਾ ਦੱਸਿਆ: [10, 714, 428, 737]
photo-caption: ਗਤੀਵਿਧੀਆਂ 3 ਜਨਵਰੀ, 2025 ਨੂੰ ਪ੍ਰਭਾਵ ਸ਼ੁਰੂ ਹੋਣਗੀਆਂ।: [214, 514, 350, 522]
facebook-line[interactable]: [706, 33, 926, 44]
masthead-title-part2: 3: [442, 22, 462, 68]
paragraph: ਉਨ੍ਹਾਂ ਦੀ ਅਗਵਾਈ ਅਤੇ ਦੂਰਅੰਦੇਸ਼ੀ ਨੇ ਦੇਸ਼ ਨੂੰ ਆਰਥਿਕ ਸੰਕਟ ਵਿੱਚੋਂ ਬਾਹਰ ਕੱਢਿਆ। ਉਨ੍ਹਾਂ ਦੀ ਘਾਟ ਨੂੰ ਕਦੇ ਵੀ ਪੂਰਾ ਨਹੀਂ ਕੀਤਾ ਜਾ ਸਕਦਾ।: [222, 813, 428, 831]
story-column-2: [223, 741, 429, 863]
subhead: ਸੋਨੀਆ ਗਾਂਧੀ ਨੇ ਮਨਮੋਹਨ ਸਿੰਘ ਦੇ ਦੇਹਾਂਤ ਨੂੰ ਨਿੱਜੀ ਘਾਟਾ ਦੱਸਿਆ: [250, 764, 401, 772]
india-label: INDIA: [129, 7, 204, 83]
story-headline: ਕੋਂਈ ਗੁੱਧ ਮੰਤਰੀ ਅਮਿਤ ਸ਼ਾਹ ਆਪਣੇ ਅਹੁਦੇ ਤੋਂ ਦੇਣ ਅਸਤੀਫ਼ਾ: ਨਿਰਮਲ ਸਿੰਘ ਮੰਡੀ: [710, 912, 935, 944]
paragraph: ਕਾਂਗਰਸ ਦੇ ਆਗੂ ਪ੍ਰਧਾਨ ਅਜੇ ਮਨਗੂਪੁਰ ਨੇ ਸਾਬਕਾ ਪ੍ਰਧਾਨਮੰਤਰੀ ਮਨਮੋਹਨ ਸਿੰਘ ਦੇ ਦਿਹਾਂਤ ਵਿਚ ਮਹਾਨ ਅਰਥਸ਼ਾਸਤਰੀ , ਦੂਰਦਰਸ਼ੀ , ਸੁਧਾਰਕ ਤੇ ਵਿਸ਼ਵ ਰਾਜਨੇਤਾ ਨੂੰ ਮੰਨਿਆ ਅਤੇ ਕਿਹਾ ਕਿ ਡਾ ਮਨਮੋਹਨ ਸਿੰਘ ਨਿਮਰਤਾ, ਇਮਾਨਦਾਰੀ ਤੇ ਸੇਵਾ ਭਾਵਨਾ ਦੀ ਮੂਰਤ ਸਨ। ਉਨ੍ਹਾਂ ਕਿਹਾ ਕਿ ਦੇਸ਼ ਨੇ ਇੱਕ ਅਜਿਹਾ ਨੇਤਾ ਗੁਆ ਲਿਆ ਹੈ ਜੋ ਹਮੇਸ਼ਾ ਲੋਕਾਂ ਦੇ ਹਿੱਤਾਂ ਲਈ ਲੜਦਾ ਰਿਹਾ। ਮਨਮੋਹਨ ਸਿੰਘ ਵੱਲੋਂ ਚਲਾਏ ਗਏ ਆਰਥਿਕ ਸੁਧਾਰ ਦੇਸ਼ ਨੂੰ ਨਵੀਂ ਉਚਾਈ 'ਤੇ ਲੈ ਗਏ। ਉਨ੍ਹਾਂ ਦੀ ਸਾਦਗੀ ਸਭ ਲਈ ਇੱਕ ਵੱਡੀ ਸਿੱਖਿਆ ਹੈ।: [476, 1012, 702, 1065]
story-header-row: [477, 947, 702, 1011]
byline-location-date: • ਨਵੀਂ ਦਿੱਲੀ / 27 ਦਸੰਬਰ: [82, 752, 144, 760]
masthead-title-wrap: [204, 7, 706, 83]
portrait-ajay-mangupur: [640, 947, 702, 1011]
paragraph: ਸਿੰਘ ਨੇ ਭਾਰਤ ਨੂੰ ਇੱਕ ਨਵੀਂ ਦਿਸ਼ਾ ਦਿੱਤੀ ਅਤੇ ਦੇਸ਼ ਦੀ ਆਰਥਿਕਤਾ ਨੂੰ ਮਜ਼ਬੂਤ ਕੀਤਾ।: [438, 875, 599, 892]
masthead-title-part1: Page: [363, 22, 443, 68]
publication-logo: [11, 7, 129, 83]
paragraph: ਸਿੰਘ 'ਚ ਉਹਨਾਂਵਿਕਾਸ ਮੰਤਰੀ ਵੱਲੋਂ ਨਿਭਾਈਆਂ ਸੇਵਾਵਾਂ ਨੂੰ ਮੁੱਖ ਰੱਖਦਿਆਂ, ਗਰੀਬੀ ਪੀੜੀ ਕਾਨੂੰਨ ਅਤੇ ਆਰਥਿਕ ਸੰਤੁਲਨ ਬਾਰੇ ਜ਼ਿਕਰ ਕੀਤਾ।: [438, 841, 599, 867]
